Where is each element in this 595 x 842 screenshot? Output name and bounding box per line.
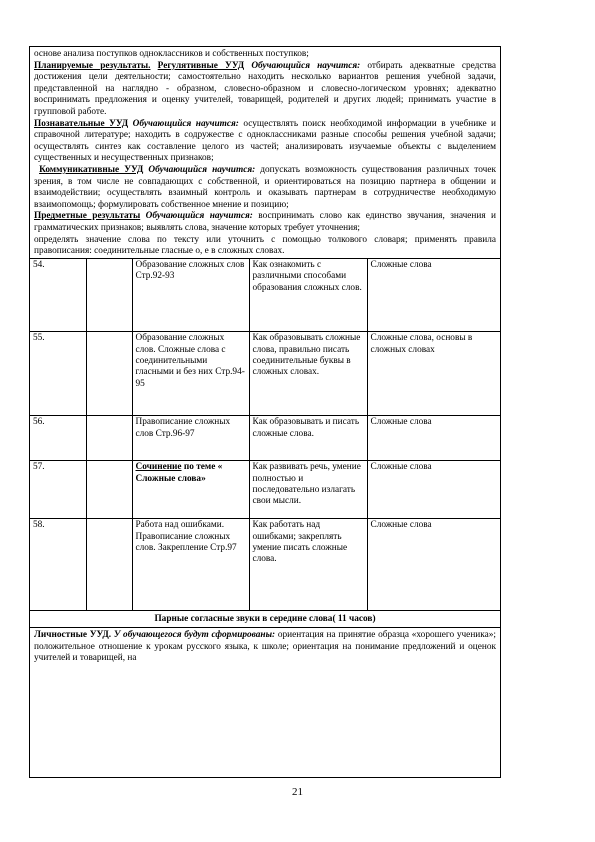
lesson-question: Как образовывать сложные слова, правильно писать соединительные буквы в сложных словах. — [249, 332, 367, 416]
subject-text: воспринимать слово как единство звучания, значения и грамматических признаков; выявлять слова, значение которых требует уточнения; — [34, 211, 497, 233]
lesson-topic: Образование сложных слов Стр.92-93 — [132, 259, 249, 332]
regulative-text: отбирать адекватные средства достижения цели деятельности; самостоятельно находить несколько вариантов решения учебной задачи, представленной на наглядно - образном, словесно-образном и словесно-логическом уровнях; адекватно воспринимать предложения и оценку учителей, товарищей, родителей и других людей; принимать участие в групповой работе. — [34, 60, 496, 117]
learn-label: Обучающийся научится: — [145, 211, 253, 222]
subject-label: Предметные результаты — [34, 211, 141, 222]
lesson-concept: Сложные слова — [367, 461, 500, 519]
essay-topic: по теме « Сложные слова» — [135, 462, 223, 484]
personal-paragraph — [34, 630, 496, 665]
learn-label: Обучающийся научится: — [251, 60, 361, 71]
lesson-concept: Сложные слова — [367, 259, 500, 332]
table-row — [30, 416, 500, 461]
personal-formed-label: У обучающегося будут сформированы: — [113, 630, 276, 641]
section-title: Парные согласные звуки в середине слова( 11 часов) — [30, 611, 500, 628]
empty-cell — [86, 461, 132, 519]
table-row — [30, 332, 500, 416]
lesson-question: Как развивать речь, умение полностью и последовательно излагать свои мысли. — [249, 461, 367, 519]
lesson-topic: Образование сложных слов. Сложные слова с соединительными гласными и без них Стр.94-95 — [132, 332, 249, 416]
communicative-label: Коммуникативные УУД — [39, 164, 144, 175]
empty-cell — [86, 259, 132, 332]
lesson-question: Как работать над ошибками; закреплять умение писать сложные слова. — [249, 519, 367, 611]
empty-cell — [86, 332, 132, 416]
lesson-question: Как ознакомить с различными способами образования сложных слов. — [249, 259, 367, 332]
essay-label: Сочинение — [135, 462, 182, 473]
communicative-text: допускать возможность существования различных точек зрения, в том числе не совпадающих с собственной, и ориентироваться на позицию партнера в общении и взаимодействии; осуществлять взаимный контроль и оказывать партнерам в сотрудничестве необходимую взаимопомощь; формулировать собственное мнение и позицию; — [34, 164, 496, 210]
table-row — [30, 461, 500, 519]
intro-line-1: основе анализа поступков одноклассников и собственных поступков; — [34, 49, 309, 59]
personal-block — [30, 628, 500, 667]
learn-label: Обучающийся научится: — [132, 118, 239, 129]
personal-label: Личностные УУД. — [34, 630, 112, 641]
intro-block — [30, 47, 500, 259]
lesson-concept: Сложные слова — [367, 519, 500, 611]
lesson-concept: Сложные слова, основы в сложных словах — [367, 332, 500, 416]
cognitive-label: Познавательные УУД — [34, 118, 129, 129]
lesson-table — [30, 259, 500, 612]
personal-text: ориентация на принятие образца «хорошего ученика»; положительное отношение к урокам русского языка, к школе; ориентация на понимание предложений и оценок учителей и товарищей, на — [34, 630, 496, 664]
cognitive-paragraph — [34, 119, 496, 165]
table-row — [30, 519, 500, 611]
regulative-paragraph — [34, 61, 496, 119]
lesson-question: Как образовывать и писать сложные слова. — [249, 416, 367, 461]
lesson-topic — [132, 461, 249, 519]
table-row — [30, 259, 500, 332]
empty-cell — [86, 416, 132, 461]
communicative-paragraph — [34, 165, 496, 211]
lesson-topic: Правописание сложных слов Стр.96-97 — [132, 416, 249, 461]
page-frame — [29, 46, 501, 778]
subject-paragraph — [34, 211, 496, 234]
lesson-number: 57. — [30, 461, 86, 519]
planned-results-label: Планируемые результаты. — [34, 60, 151, 71]
subject-paragraph-2: определять значение слова по тексту или уточнить с помощью толкового словаря; применять правила правописания: соединительные гласные о, е в сложных словах. — [34, 234, 496, 257]
lesson-concept: Сложные слова — [367, 416, 500, 461]
learn-label: Обучающийся научится: — [148, 164, 256, 175]
lesson-number: 55. — [30, 332, 86, 416]
lesson-topic: Работа над ошибками. Правописание сложных слов. Закрепление Стр.97 — [132, 519, 249, 611]
page-number: 21 — [292, 786, 303, 798]
lesson-number: 56. — [30, 416, 86, 461]
cognitive-text: осуществлять поиск необходимой информации в учебнике и справочной литературе; находить в содружестве с одноклассниками разные способы решения учебной задачи; осуществлять синтез как составление целого из частей; анализировать изучаемые объекты с выделением существенных и несущественных признаков; — [34, 118, 497, 164]
regulative-label: Регулятивные УУД — [157, 60, 245, 71]
empty-cell — [86, 519, 132, 611]
lesson-number: 54. — [30, 259, 86, 332]
lesson-number: 58. — [30, 519, 86, 611]
